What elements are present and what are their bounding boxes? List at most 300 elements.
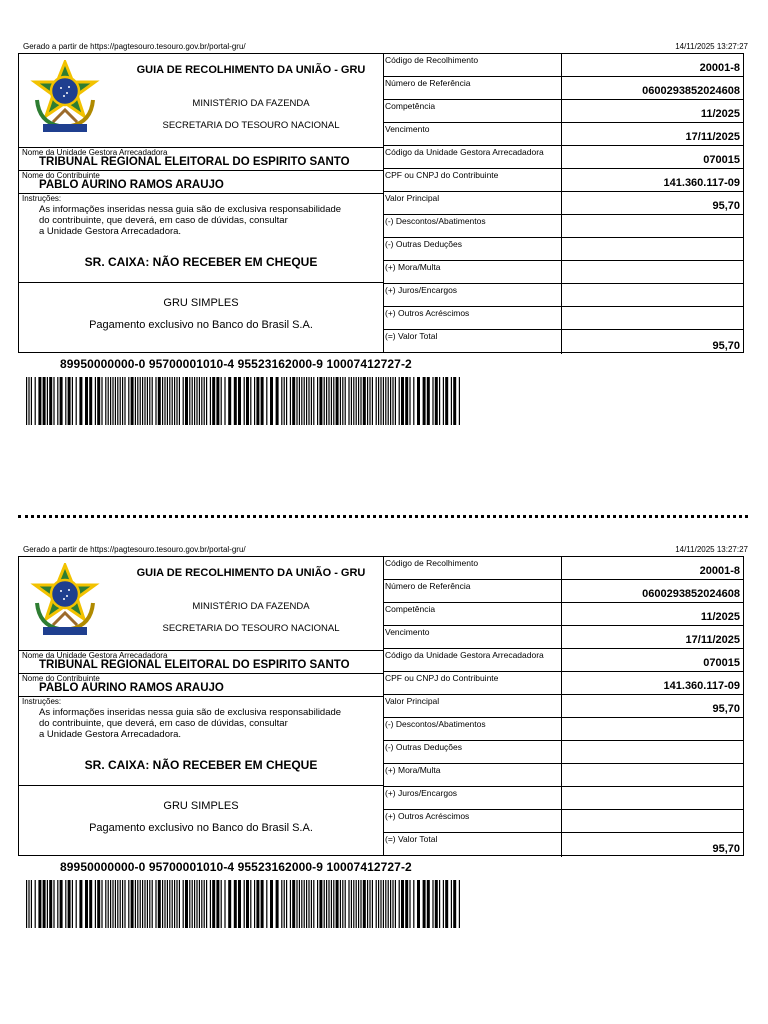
barcode-bar bbox=[124, 377, 125, 425]
barcode-icon bbox=[26, 880, 462, 928]
field-value: 0600293852024608 bbox=[642, 85, 740, 97]
barcode-bar bbox=[369, 377, 370, 425]
field-label: (+) Outros Acréscimos bbox=[385, 811, 470, 821]
field-label: (+) Mora/Multa bbox=[385, 262, 441, 272]
barcode-bar bbox=[317, 377, 318, 425]
gru-simples-text: GRU SIMPLES bbox=[163, 800, 239, 812]
field-row bbox=[383, 100, 743, 123]
barcode-bar bbox=[199, 880, 200, 928]
field-value-cell bbox=[561, 100, 743, 122]
field-row bbox=[383, 764, 743, 787]
barcode-bar bbox=[399, 377, 400, 425]
field-value-cell bbox=[561, 580, 743, 602]
barcode-bar bbox=[319, 880, 322, 928]
barcode-bar bbox=[110, 880, 111, 928]
barcode-bar bbox=[28, 880, 29, 928]
barcode-bar bbox=[333, 880, 334, 928]
linha-digitavel: 89950000000-0 95700001010-4 95523162000-9 10007412727-2 bbox=[60, 860, 412, 874]
field-label: (-) Outras Deduções bbox=[385, 742, 462, 752]
source-url-text: Gerado a partir de https://pagtesouro.tesouro.gov.br/portal-gru/ bbox=[23, 42, 246, 51]
barcode-bar bbox=[28, 377, 29, 425]
barcode-bar bbox=[356, 880, 357, 928]
barcode-bar bbox=[311, 377, 312, 425]
barcode-bar bbox=[224, 880, 225, 928]
barcode-bar bbox=[304, 880, 305, 928]
barcode-bar bbox=[445, 377, 448, 425]
barcode-bar bbox=[254, 880, 255, 928]
barcode-bar bbox=[49, 377, 52, 425]
barcode-bar bbox=[72, 377, 73, 425]
barcode-bar bbox=[340, 377, 341, 425]
field-label: (+) Mora/Multa bbox=[385, 765, 441, 775]
barcode-bar bbox=[284, 377, 285, 425]
field-row bbox=[383, 810, 743, 833]
barcode-bar bbox=[147, 880, 148, 928]
barcode-bar bbox=[363, 377, 366, 425]
barcode-bar bbox=[345, 377, 346, 425]
barcode-bar bbox=[296, 377, 297, 425]
ug-value: TRIBUNAL REGIONAL ELEITORAL DO ESPIRITO SANTO bbox=[39, 156, 350, 168]
field-label: (-) Descontos/Abatimentos bbox=[385, 216, 486, 226]
barcode-bar bbox=[162, 880, 163, 928]
field-row bbox=[383, 54, 743, 77]
barcode-bar bbox=[286, 377, 287, 425]
barcode-bar bbox=[206, 880, 207, 928]
field-value-cell bbox=[561, 741, 743, 763]
barcode-bar bbox=[26, 377, 27, 425]
barcode-bar bbox=[250, 377, 251, 425]
field-value-cell bbox=[561, 238, 743, 260]
barcode-bar bbox=[47, 880, 48, 928]
barcode-bar bbox=[137, 377, 138, 425]
barcode-bar bbox=[112, 377, 113, 425]
payment-bank-text: Pagamento exclusivo no Banco do Brasil S.A. bbox=[89, 822, 313, 834]
barcode-bar bbox=[244, 880, 245, 928]
instructions-label: Instruções: bbox=[22, 697, 62, 706]
barcode-bar bbox=[135, 377, 136, 425]
barcode-bar bbox=[199, 377, 200, 425]
barcode-bar bbox=[380, 880, 381, 928]
field-value-cell bbox=[561, 810, 743, 832]
barcode-bar bbox=[112, 880, 113, 928]
barcode-bar bbox=[164, 377, 165, 425]
barcode-bar bbox=[432, 880, 433, 928]
barcode-bar bbox=[378, 377, 379, 425]
barcode-bar bbox=[292, 880, 295, 928]
barcode-bar bbox=[60, 377, 63, 425]
barcode-bar bbox=[79, 377, 82, 425]
barcode-bar bbox=[117, 377, 118, 425]
barcode-bar bbox=[256, 377, 259, 425]
barcode-bar bbox=[266, 880, 267, 928]
field-label: (+) Juros/Encargos bbox=[385, 788, 458, 798]
contrib-value: PABLO AURINO RAMOS ARAUJO bbox=[39, 179, 224, 191]
form-left-panel bbox=[19, 54, 384, 352]
barcode-bar bbox=[409, 880, 410, 928]
barcode-bar bbox=[250, 880, 251, 928]
barcode-bar bbox=[47, 377, 48, 425]
barcode-bar bbox=[453, 880, 456, 928]
barcode-bar bbox=[401, 377, 404, 425]
barcode-bar bbox=[206, 377, 207, 425]
instructions-label: Instruções: bbox=[22, 194, 62, 203]
instr-line-1: As informações inseridas nessa guia são de exclusiva responsabilidade bbox=[39, 204, 342, 215]
field-value-cell bbox=[561, 718, 743, 740]
barcode-bar bbox=[246, 880, 249, 928]
barcode-bar bbox=[196, 377, 197, 425]
caixa-warning: SR. CAIXA: NÃO RECEBER EM CHEQUE bbox=[84, 255, 318, 269]
barcode-bar bbox=[120, 880, 121, 928]
field-row bbox=[383, 169, 743, 192]
barcode-bar bbox=[76, 880, 77, 928]
field-value: 95,70 bbox=[712, 843, 740, 855]
barcode-bar bbox=[351, 377, 352, 425]
divider bbox=[19, 785, 383, 786]
field-value-cell bbox=[561, 261, 743, 283]
barcode-bar bbox=[270, 377, 273, 425]
barcode-bar bbox=[167, 880, 168, 928]
field-value-cell bbox=[561, 169, 743, 191]
barcode-bar bbox=[234, 377, 237, 425]
barcode-bar bbox=[299, 880, 300, 928]
barcode-bar bbox=[53, 880, 54, 928]
cut-line bbox=[18, 515, 748, 518]
barcode-bar bbox=[376, 377, 377, 425]
barcode-bar bbox=[68, 377, 71, 425]
generated-datetime: 14/11/2025 13:27:27 bbox=[675, 42, 748, 51]
barcode-bar bbox=[395, 377, 396, 425]
field-value: 95,70 bbox=[712, 703, 740, 715]
barcode-bar bbox=[427, 377, 430, 425]
divider bbox=[19, 282, 383, 283]
barcode-bar bbox=[254, 377, 255, 425]
field-row bbox=[383, 330, 743, 354]
barcode-bar bbox=[369, 880, 370, 928]
barcode-bar bbox=[319, 377, 322, 425]
barcode-bar bbox=[210, 880, 211, 928]
barcode-bar bbox=[128, 377, 129, 425]
field-value-cell bbox=[561, 764, 743, 786]
barcode-bar bbox=[244, 377, 245, 425]
barcode-bar bbox=[131, 880, 134, 928]
barcode-bar bbox=[89, 377, 92, 425]
field-label: Valor Principal bbox=[385, 696, 440, 706]
barcode-bar bbox=[435, 880, 438, 928]
instructions-text bbox=[39, 204, 379, 237]
barcode-bar bbox=[290, 377, 291, 425]
linha-digitavel: 89950000000-0 95700001010-4 95523162000-9 10007412727-2 bbox=[60, 357, 412, 371]
barcode-bar bbox=[176, 377, 177, 425]
field-row bbox=[383, 672, 743, 695]
barcode-bar bbox=[306, 880, 307, 928]
barcode-bar bbox=[216, 880, 219, 928]
field-label: (+) Outros Acréscimos bbox=[385, 308, 470, 318]
barcode-bar bbox=[176, 880, 177, 928]
barcode-bar bbox=[185, 880, 188, 928]
gru-copy-1 bbox=[0, 42, 768, 512]
barcode-bar bbox=[152, 377, 153, 425]
barcode-bar bbox=[192, 377, 193, 425]
barcode-bar bbox=[356, 377, 357, 425]
barcode-bar bbox=[185, 377, 188, 425]
barcode-bar bbox=[183, 880, 184, 928]
barcode-bar bbox=[228, 377, 231, 425]
barcode-bar bbox=[324, 880, 325, 928]
barcode-bar bbox=[383, 880, 384, 928]
field-row bbox=[383, 787, 743, 810]
field-value: 0600293852024608 bbox=[642, 588, 740, 600]
barcode-bar bbox=[115, 377, 116, 425]
field-label: Vencimento bbox=[385, 627, 430, 637]
barcode-bar bbox=[192, 880, 193, 928]
brazil-coat-of-arms-icon bbox=[29, 60, 101, 138]
barcode-bar bbox=[124, 880, 125, 928]
contrib-label: Nome do Contribuinte bbox=[22, 171, 100, 180]
barcode-bar bbox=[301, 880, 302, 928]
barcode-bar bbox=[363, 880, 366, 928]
barcode-bar bbox=[326, 880, 327, 928]
field-row bbox=[383, 603, 743, 626]
barcode-bar bbox=[228, 880, 231, 928]
barcode-bar bbox=[115, 880, 116, 928]
field-value-cell bbox=[561, 192, 743, 214]
barcode-bar bbox=[392, 880, 393, 928]
field-row bbox=[383, 307, 743, 330]
barcode-bar bbox=[385, 377, 386, 425]
barcode-bar bbox=[401, 880, 404, 928]
barcode-bar bbox=[43, 377, 46, 425]
barcode-bar bbox=[459, 377, 460, 425]
barcode-bar bbox=[409, 377, 410, 425]
barcode-bar bbox=[221, 880, 222, 928]
barcode-bar bbox=[317, 880, 318, 928]
field-label: Valor Principal bbox=[385, 193, 440, 203]
barcode-bar bbox=[140, 880, 141, 928]
barcode-bar bbox=[276, 377, 279, 425]
barcode-bar bbox=[385, 880, 386, 928]
field-label: Código da Unidade Gestora Arrecadadora bbox=[385, 650, 544, 660]
barcode-bar bbox=[378, 880, 379, 928]
barcode-bar bbox=[57, 880, 58, 928]
barcode-bar bbox=[388, 880, 389, 928]
barcode-bar bbox=[167, 377, 168, 425]
barcode-bar bbox=[142, 880, 143, 928]
barcode-bar bbox=[76, 377, 77, 425]
field-row bbox=[383, 557, 743, 580]
barcode-bar bbox=[194, 880, 195, 928]
instr-line-1: As informações inseridas nessa guia são de exclusiva responsabilidade bbox=[39, 707, 342, 718]
barcode-bar bbox=[423, 880, 426, 928]
barcode-bar bbox=[308, 377, 309, 425]
source-url-text: Gerado a partir de https://pagtesouro.tesouro.gov.br/portal-gru/ bbox=[23, 545, 246, 554]
barcode-bar bbox=[353, 880, 354, 928]
barcode-bar bbox=[224, 377, 225, 425]
field-value: 17/11/2025 bbox=[685, 634, 740, 646]
barcode-bar bbox=[105, 377, 106, 425]
field-value: 20001-8 bbox=[699, 62, 740, 74]
barcode-bar bbox=[142, 377, 143, 425]
barcode-bar bbox=[372, 377, 373, 425]
barcode-bar bbox=[35, 880, 36, 928]
barcode-bar bbox=[162, 377, 163, 425]
instructions-text bbox=[39, 707, 379, 740]
guia-title: GUIA DE RECOLHIMENTO DA UNIÃO - GRU bbox=[136, 567, 366, 579]
barcode-icon bbox=[26, 377, 462, 425]
barcode-bar bbox=[120, 377, 121, 425]
field-value: 95,70 bbox=[712, 340, 740, 352]
field-value: 070015 bbox=[703, 657, 740, 669]
barcode-bar bbox=[201, 880, 202, 928]
barcode-bar bbox=[358, 377, 359, 425]
barcode-bar bbox=[140, 377, 141, 425]
barcode-bar bbox=[328, 377, 329, 425]
field-label: Número de Referência bbox=[385, 78, 471, 88]
barcode-bar bbox=[53, 377, 54, 425]
barcode-bar bbox=[261, 377, 264, 425]
barcode-bar bbox=[158, 880, 161, 928]
barcode-bar bbox=[324, 377, 325, 425]
barcode-bar bbox=[413, 880, 414, 928]
barcode-bar bbox=[313, 880, 314, 928]
field-row bbox=[383, 146, 743, 169]
barcode-bar bbox=[95, 880, 96, 928]
barcode-bar bbox=[26, 880, 27, 928]
field-value-cell bbox=[561, 833, 743, 857]
barcode-bar bbox=[122, 377, 123, 425]
field-label: Código de Recolhimento bbox=[385, 55, 479, 65]
field-value: 95,70 bbox=[712, 200, 740, 212]
barcode-bar bbox=[435, 377, 438, 425]
field-row bbox=[383, 649, 743, 672]
field-row bbox=[383, 77, 743, 100]
barcode-bar bbox=[212, 377, 215, 425]
barcode-bar bbox=[43, 880, 46, 928]
contrib-label: Nome do Contribuinte bbox=[22, 674, 100, 683]
barcode-bar bbox=[358, 880, 359, 928]
field-label: Competência bbox=[385, 101, 436, 111]
barcode-bar bbox=[169, 880, 170, 928]
barcode-bar bbox=[216, 377, 219, 425]
barcode-bar bbox=[174, 880, 175, 928]
secretariat-text: SECRETARIA DO TESOURO NACIONAL bbox=[162, 120, 340, 131]
ug-label: Nome da Unidade Gestora Arrecadadora bbox=[22, 148, 168, 157]
field-value-cell bbox=[561, 215, 743, 237]
barcode-bar bbox=[174, 377, 175, 425]
barcode-bar bbox=[286, 880, 287, 928]
form-left-panel bbox=[19, 557, 384, 855]
barcode-bar bbox=[238, 880, 241, 928]
barcode-bar bbox=[348, 377, 349, 425]
field-value-cell bbox=[561, 557, 743, 579]
field-label: (+) Juros/Encargos bbox=[385, 285, 458, 295]
gru-form bbox=[18, 53, 744, 353]
barcode-bar bbox=[439, 377, 440, 425]
instr-line-3: a Unidade Gestora Arrecadadora. bbox=[39, 729, 182, 740]
barcode-bar bbox=[117, 880, 118, 928]
barcode-bar bbox=[65, 377, 66, 425]
barcode-bar bbox=[270, 880, 273, 928]
barcode-bar bbox=[97, 377, 100, 425]
barcode-bar bbox=[172, 880, 173, 928]
barcode-bar bbox=[301, 377, 302, 425]
barcode-bar bbox=[238, 377, 241, 425]
field-row bbox=[383, 215, 743, 238]
field-value: 20001-8 bbox=[699, 565, 740, 577]
ministry-text: MINISTÉRIO DA FAZENDA bbox=[192, 601, 310, 612]
barcode-bar bbox=[336, 880, 339, 928]
barcode-bar bbox=[326, 377, 327, 425]
barcode-bar bbox=[427, 880, 430, 928]
barcode-bar bbox=[342, 880, 343, 928]
field-value-cell bbox=[561, 672, 743, 694]
field-label: CPF ou CNPJ do Contribuinte bbox=[385, 170, 499, 180]
field-row bbox=[383, 741, 743, 764]
barcode-bar bbox=[423, 377, 426, 425]
barcode-bar bbox=[246, 377, 249, 425]
instr-line-2: do contribuinte, que deverá, em caso de dúvidas, consultar bbox=[39, 215, 288, 226]
barcode-bar bbox=[68, 880, 71, 928]
barcode-bar bbox=[122, 880, 123, 928]
barcode-bar bbox=[392, 377, 393, 425]
field-value-cell bbox=[561, 695, 743, 717]
barcode-bar bbox=[413, 377, 414, 425]
barcode-bar bbox=[179, 377, 180, 425]
field-row bbox=[383, 626, 743, 649]
field-value-cell bbox=[561, 54, 743, 76]
barcode-bar bbox=[333, 377, 334, 425]
field-row bbox=[383, 123, 743, 146]
barcode-bar bbox=[137, 880, 138, 928]
barcode-bar bbox=[131, 377, 134, 425]
instr-line-3: a Unidade Gestora Arrecadadora. bbox=[39, 226, 182, 237]
barcode-bar bbox=[383, 377, 384, 425]
field-value-cell bbox=[561, 307, 743, 329]
barcode-bar bbox=[38, 377, 41, 425]
field-value: 11/2025 bbox=[700, 108, 740, 120]
barcode-bar bbox=[110, 377, 111, 425]
barcode-bar bbox=[108, 377, 109, 425]
field-label: (=) Valor Total bbox=[385, 331, 438, 341]
barcode-bar bbox=[292, 377, 295, 425]
barcode-bar bbox=[376, 880, 377, 928]
caixa-warning: SR. CAIXA: NÃO RECEBER EM CHEQUE bbox=[84, 758, 318, 772]
barcode-bar bbox=[172, 377, 173, 425]
field-value: 141.360.117-09 bbox=[663, 177, 740, 189]
field-value-cell bbox=[561, 77, 743, 99]
barcode-bar bbox=[276, 880, 279, 928]
field-row bbox=[383, 284, 743, 307]
barcode-bar bbox=[405, 377, 408, 425]
field-row bbox=[383, 261, 743, 284]
form-right-panel bbox=[383, 557, 743, 855]
barcode-bar bbox=[331, 880, 332, 928]
brazil-coat-of-arms-icon bbox=[29, 563, 101, 641]
barcode-bar bbox=[348, 880, 349, 928]
barcode-bar bbox=[201, 377, 202, 425]
field-row bbox=[383, 695, 743, 718]
barcode-bar bbox=[221, 377, 222, 425]
barcode-bar bbox=[351, 880, 352, 928]
field-value-cell bbox=[561, 603, 743, 625]
field-value-cell bbox=[561, 787, 743, 809]
barcode-bar bbox=[204, 377, 205, 425]
field-label: Vencimento bbox=[385, 124, 430, 134]
field-value: 11/2025 bbox=[700, 611, 740, 623]
field-value: 17/11/2025 bbox=[685, 131, 740, 143]
barcode-bar bbox=[152, 880, 153, 928]
barcode-bar bbox=[367, 377, 368, 425]
barcode-bar bbox=[101, 880, 102, 928]
